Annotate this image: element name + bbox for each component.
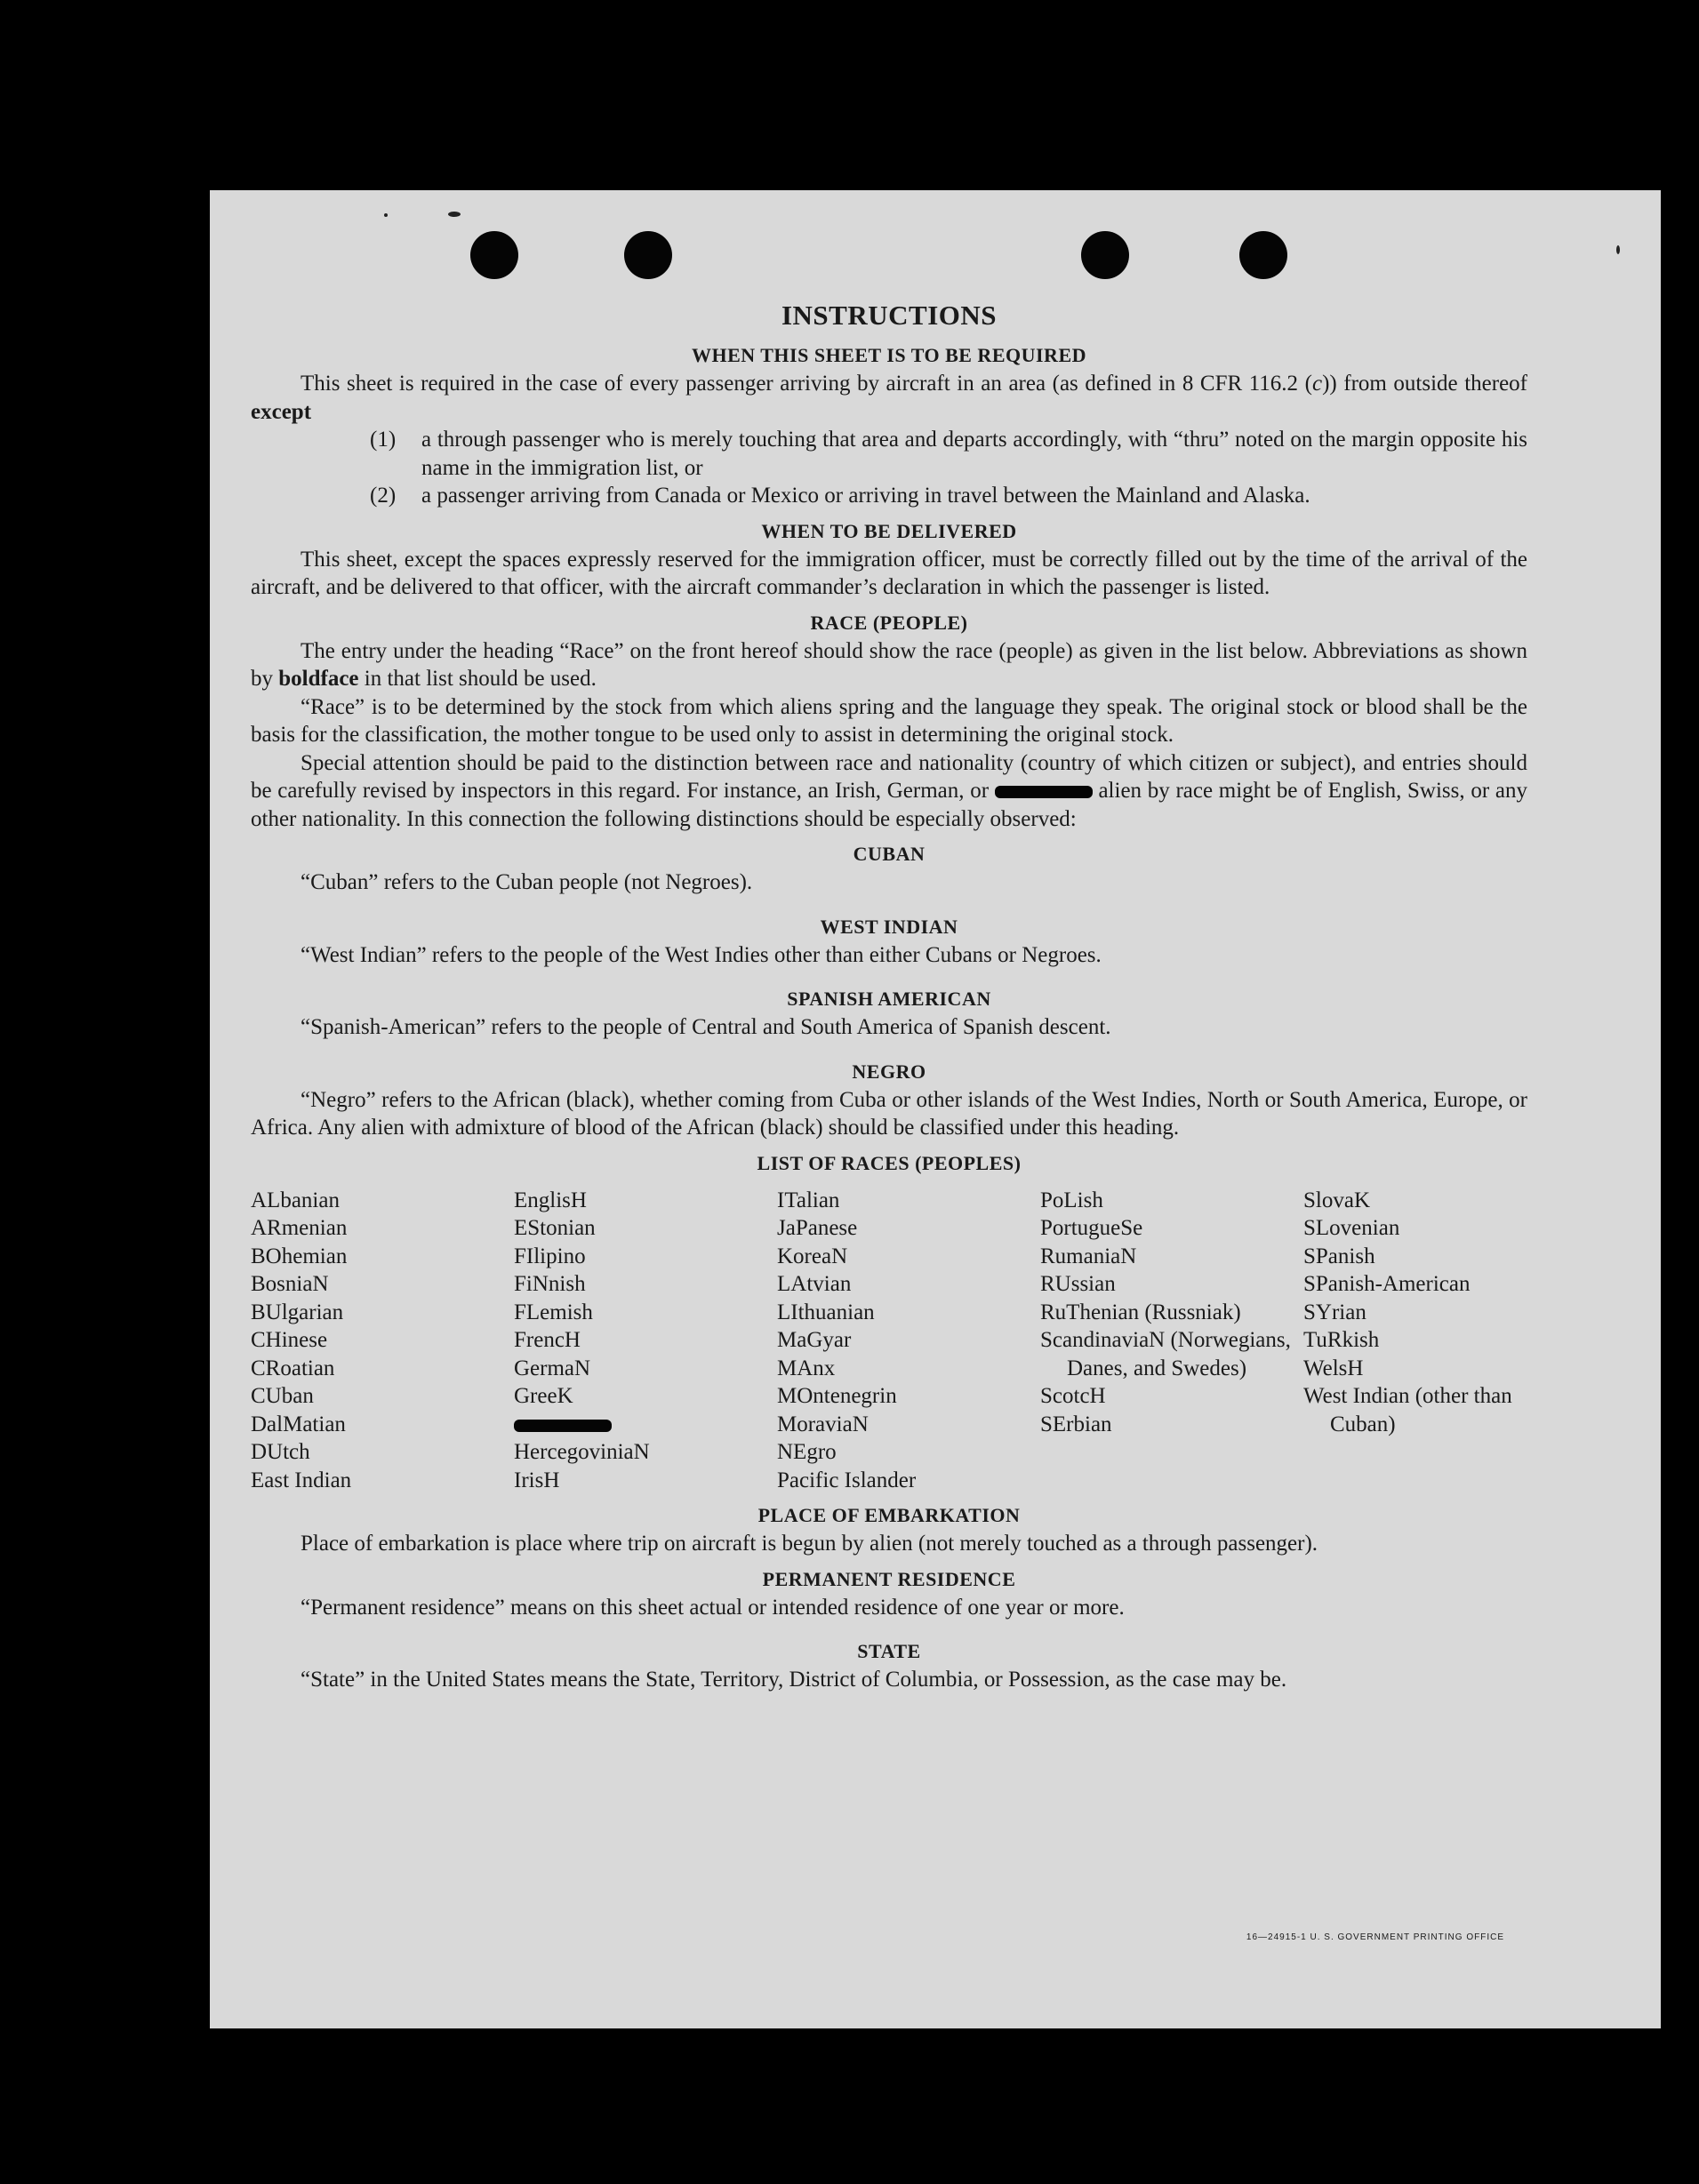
race-item: MoraviaN [777,1412,869,1436]
race-item: EnglisH [514,1188,587,1212]
paragraph-when-delivered: This sheet, except the spaces expressly reserved for the immigration officer, must be correctly filled out by the time of the arrival of the aircraft, and be delivered to that officer, with the aircraft commander’s declaration in which the passenger is listed. [251,547,1527,599]
race-item: MaGyar [777,1328,852,1352]
race-item: FLemish [514,1300,593,1324]
list-item: (1) a through passenger who is merely touching that area and departs accordingly, with “thru” noted on the margin opposite his name in the immigration list, or [370,428,1527,480]
heading-race: RACE (PEOPLE) [810,611,968,634]
race-item: GermaN [514,1356,591,1380]
speck [384,213,388,217]
race-item: SLovenian [1303,1216,1400,1240]
race-item: SPanish [1303,1244,1375,1268]
race-item: PortugueSe [1040,1216,1143,1240]
list-item: (2) a passenger arriving from Canada or Mexico or arriving in travel between the Mainland and Alaska. [370,484,1310,508]
speck [448,212,461,217]
race-item: IrisH [514,1468,560,1492]
race-item: BUlgarian [251,1300,344,1324]
race-item: SErbian [1040,1412,1112,1436]
race-item: ScandinaviaN (Norwegians, Danes, and Swedes) [1040,1328,1291,1380]
heading-when-required: WHEN THIS SHEET IS TO BE REQUIRED [691,344,1087,366]
race-item: RuThenian (Russniak) [1040,1300,1241,1324]
race-item: CHinese [251,1328,328,1352]
punch-hole [1081,231,1129,279]
heading-when-delivered: WHEN TO BE DELIVERED [761,519,1017,542]
race-column [777,1187,1040,1495]
race-item: WelsH [1303,1356,1364,1380]
race-item: DUtch [251,1440,310,1464]
race-item: HercegoviniaN [514,1440,650,1464]
page-title: INSTRUCTIONS [781,300,997,331]
punch-hole [470,231,518,279]
race-item: LAtvian [777,1272,852,1296]
race-item: GreeK [514,1384,573,1408]
race-column [1040,1187,1303,1495]
race-item: SPanish-American [1303,1272,1471,1296]
heading-state: STATE [857,1640,921,1662]
race-item: ARmenian [251,1216,348,1240]
race-item: Pacific Islander [777,1468,917,1492]
paragraph-embarkation: Place of embarkation is place where trip on aircraft is begun by alien (not merely touched as a through passenger). [301,1532,1318,1556]
race-item: DalMatian [251,1412,346,1436]
race-item: MAnx [777,1356,836,1380]
race-item: West Indian (other than Cuban) [1303,1384,1512,1436]
race-item: JaPanese [777,1216,858,1240]
race-item: CRoatian [251,1356,335,1380]
redaction-mark [995,786,1093,798]
paragraph-permanent-residence: “Permanent residence” means on this sheet actual or intended residence of one year or more. [301,1595,1125,1620]
race-item-redacted [514,1411,777,1439]
race-item: PoLish [1040,1188,1103,1212]
race-column [514,1187,777,1495]
race-item: SYrian [1303,1300,1366,1324]
race-item: East Indian [251,1468,352,1492]
race-item: MOntenegrin [777,1384,897,1408]
race-item: FrencH [514,1328,581,1352]
race-item: ScotcH [1040,1384,1106,1408]
race-item: FIlipino [514,1244,586,1268]
speck [1616,245,1620,254]
race-item: ITalian [777,1188,840,1212]
paragraph-race-3: Special attention should be paid to the distinction between race and nationality (country of which citizen or subject), and entries should be carefully revised by inspectors in this regard. For instance, an Irish, German, or alien by race might be of English, Swiss, or any other nationality. In this connection the following distinctions should be especially observed: [251,750,1527,831]
paragraph-race-2: “Race” is to be determined by the stock from which aliens spring and the language they speak. The original stock or blood shall be the basis for the classification, the mother tongue to be used only to assist in determining the original stock. [251,694,1527,747]
paragraph-spanish-american: “Spanish-American” refers to the people of Central and South America of Spanish descent. [301,1015,1111,1039]
heading-list-of-races: LIST OF RACES (PEOPLES) [757,1151,1022,1174]
race-item: ALbanian [251,1188,340,1212]
heading-spanish-american: SPANISH AMERICAN [787,988,991,1010]
heading-permanent-residence: PERMANENT RESIDENCE [762,1567,1016,1590]
heading-west-indian: WEST INDIAN [820,915,958,938]
race-item: FiNnish [514,1272,586,1296]
race-item: RUssian [1040,1272,1116,1296]
race-item: TuRkish [1303,1328,1380,1352]
heading-negro: NEGRO [852,1060,926,1083]
punch-hole [624,231,672,279]
heading-embarkation: PLACE OF EMBARKATION [757,1504,1021,1526]
races-list [251,1187,1527,1495]
race-item: RumaniaN [1040,1244,1137,1268]
race-item: EStonian [514,1216,596,1240]
race-item: CUban [251,1384,314,1408]
race-column [1303,1187,1567,1495]
race-item: SlovaK [1303,1188,1370,1212]
race-item: KoreaN [777,1244,848,1268]
race-item: BOhemian [251,1244,348,1268]
race-item: LIthuanian [777,1300,875,1324]
printer-footer: 16—24915-1 U. S. GOVERNMENT PRINTING OFFICE [1246,1932,1504,1942]
paragraph-state: “State” in the United States means the State, Territory, District of Columbia, or Possession, as the case may be. [301,1668,1287,1692]
race-item: NEgro [777,1440,837,1464]
race-column [251,1187,514,1495]
race-item: BosniaN [251,1272,329,1296]
redaction-mark [514,1420,612,1432]
heading-cuban: CUBAN [853,843,926,865]
paragraph-negro: “Negro” refers to the African (black), whether coming from Cuba or other islands of the West Indies, North or South America, Europe, or Africa. Any alien with admixture of blood of the African (black) should be classified under this heading. [251,1087,1527,1140]
document-sheet [210,190,1661,2028]
paragraph-west-indian: “West Indian” refers to the people of the West Indies other than either Cubans or Negroes. [301,942,1102,967]
punch-hole [1239,231,1287,279]
paragraph-race-1: The entry under the heading “Race” on the front hereof should show the race (people) as given in the list below. Abbreviations as shown by boldface in that list should be used. [251,638,1527,691]
paragraph-cuban: “Cuban” refers to the Cuban people (not Negroes). [301,870,753,894]
paragraph-when-required: This sheet is required in the case of every passenger arriving by aircraft in an area (as defined in 8 CFR 116.2 (c)) from outside thereof except [251,372,1527,424]
